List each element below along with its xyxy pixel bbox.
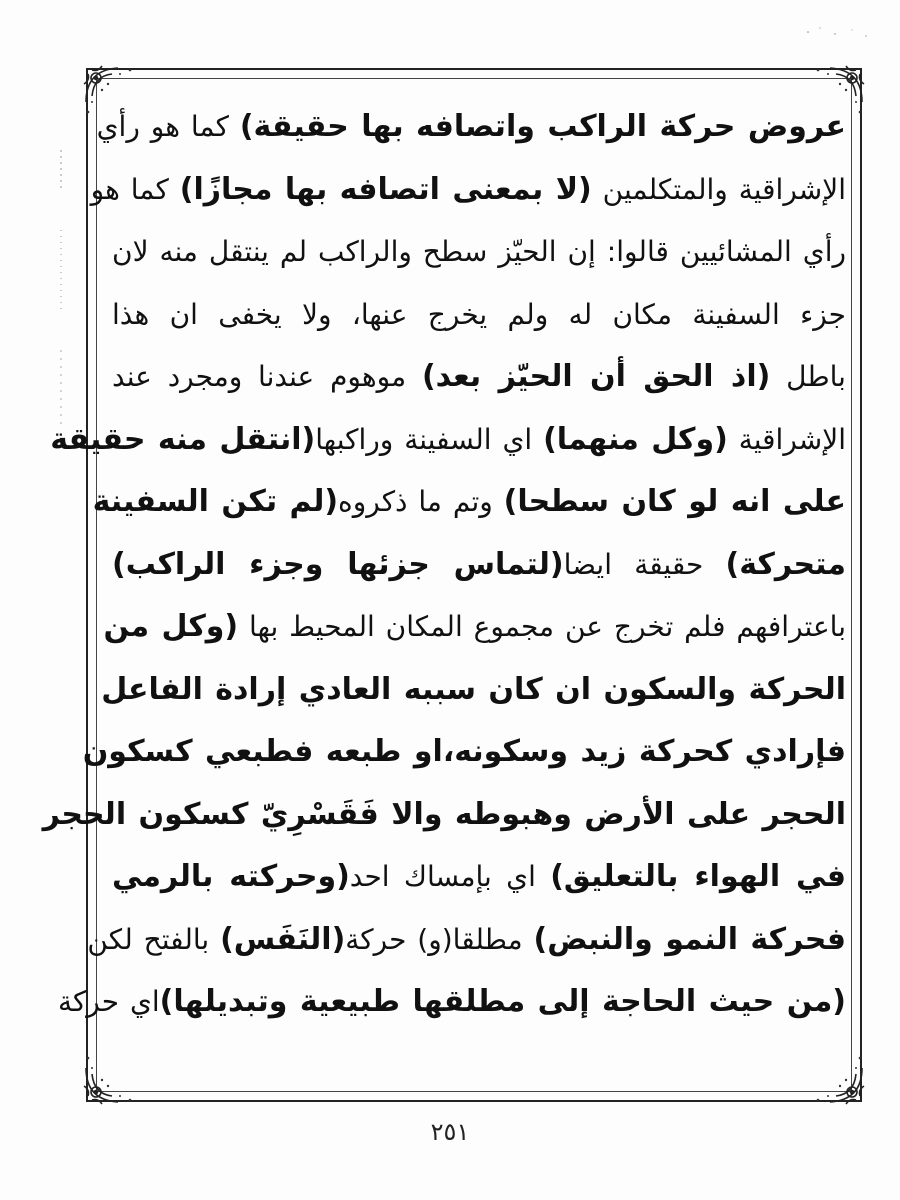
text-segment: حقيقة ايضا (563, 547, 726, 581)
text-line (90, 159, 846, 222)
scan-noise-top (800, 22, 880, 42)
text-segment: اي بإمساك احد (349, 860, 551, 893)
text-line (50, 409, 846, 472)
text-line (112, 221, 846, 284)
text-segment: مطلقا(و) حركة (345, 922, 534, 956)
text-segment: اي السفينة وراكبها (315, 422, 544, 456)
bold-text-segment: (وحركته بالرمي (112, 859, 350, 894)
text-line (112, 846, 846, 909)
text-line (103, 596, 846, 659)
bold-text-segment: على انه لو كان سطحا) (503, 484, 846, 519)
bold-text-segment: فحركة النمو والنبض) (533, 921, 846, 957)
text-segment: رأي المشائيين قالوا: إن الحيّز سطح والراكب لم ينتقل منه لان (112, 235, 846, 268)
bold-text-segment: الحركة والسكون ان كان سببه العادي إرادة الفاعل (101, 671, 846, 707)
text-segment: الإشراقية والمتكلمين (591, 172, 846, 206)
text-line (57, 971, 846, 1034)
text-segment: باعترافهم فلم تخرج عن مجموع المكان المحيط بها (238, 610, 846, 643)
text-segment: وتم ما ذكروه (338, 485, 504, 518)
bold-text-segment: عروض حركة الراكب واتصافه بها حقيقة) (239, 109, 846, 144)
bold-text-segment: في الهواء بالتعليق) (550, 859, 846, 894)
page-number: ٢٥١ (430, 1118, 470, 1146)
text-segment: كما هو رأي (96, 110, 240, 143)
text-segment: باطل (770, 360, 846, 393)
text-line (112, 284, 846, 347)
bold-text-segment: (لم تكن السفينة (92, 484, 339, 519)
bold-text-segment: (من حيث الحاجة إلى مطلقها طبيعية وتبديلها) (159, 984, 846, 1019)
text-line (112, 346, 846, 409)
text-segment: جزء السفينة مكان له ولم يخرج عنها، ولا يخفى ان هذا (112, 297, 846, 331)
bold-text-segment: متحركة) (725, 546, 846, 582)
corner-ornament-icon (804, 1044, 868, 1108)
text-segment: اي حركة (57, 985, 160, 1018)
bold-text-segment: (وكل من (103, 609, 239, 644)
bold-text-segment: (لا بمعنى اتصافه بها مجازًا) (179, 171, 592, 207)
bold-text-segment: (انتقل منه حقيقة (50, 421, 316, 457)
text-line (87, 909, 846, 972)
bold-text-segment: (اذ الحق أن الحيّز بعد) (421, 359, 771, 394)
text-line (42, 784, 846, 847)
text-line (92, 471, 846, 534)
body-text (42, 96, 846, 1034)
text-line (112, 534, 846, 597)
text-line (82, 721, 846, 784)
corner-ornament-icon (80, 1044, 144, 1108)
text-segment: بالفتح لكن (87, 922, 221, 956)
scan-noise-margin (58, 150, 64, 430)
text-segment: كما هو (90, 172, 180, 206)
text-segment: الإشراقية (727, 422, 846, 456)
bold-text-segment: الحجر على الأرض وهبوطه والا فَقَسْرِيّ كسكون الحجر (42, 796, 846, 832)
text-line (101, 659, 846, 722)
text-segment: موهوم عندنا ومجرد عند (112, 360, 422, 393)
bold-text-segment: (النَفَس) (220, 921, 346, 957)
bold-text-segment: (وكل منهما) (543, 421, 728, 457)
bold-text-segment: فإرادي كحركة زيد وسكونه،او طبعه فطبعي كسكون (82, 734, 846, 769)
text-line (96, 96, 846, 159)
bold-text-segment: (لتماس جزئها وجزء الراكب) (112, 546, 564, 582)
